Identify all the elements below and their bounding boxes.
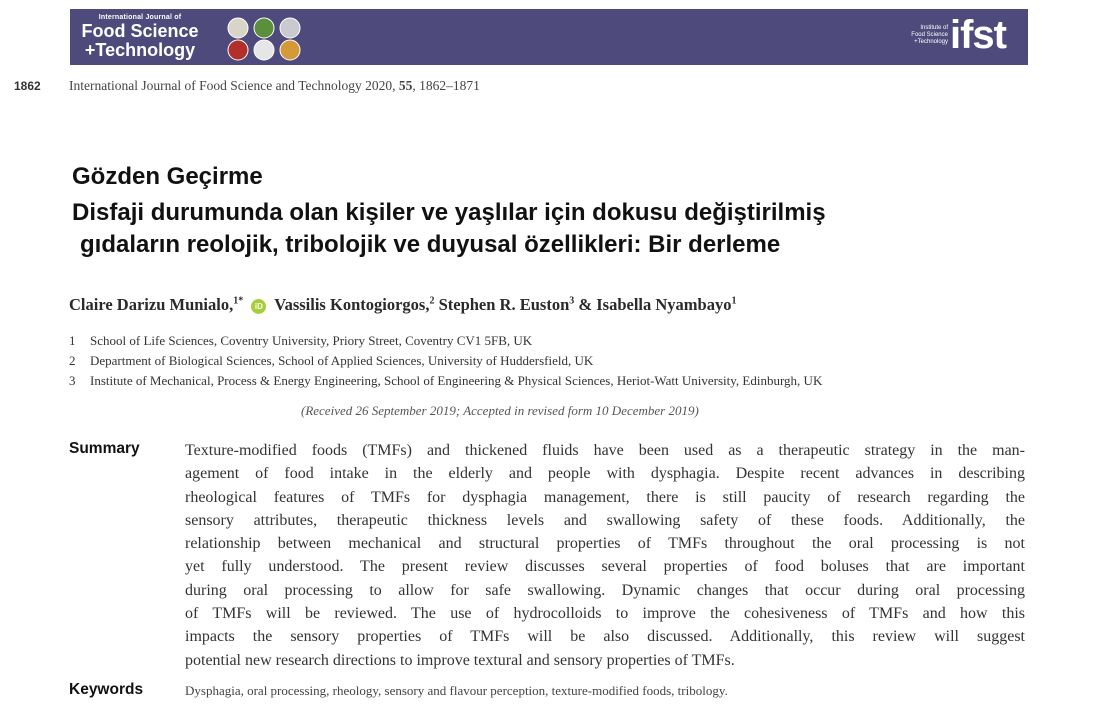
summary-line: potential new research directions to improve textural and sensory properties of TMFs. bbox=[185, 651, 735, 669]
summary-label: Summary bbox=[69, 440, 140, 457]
journal-header-banner bbox=[70, 9, 1028, 65]
author-sup: 1* bbox=[233, 295, 244, 307]
article-type: Gözden Geçirme bbox=[72, 163, 263, 190]
journal-logo-line1: Food Science bbox=[81, 21, 199, 41]
keywords-text: Dysphagia, oral processing, rheology, sensory and flavour perception, texture-modified foods, tribology. bbox=[185, 683, 728, 698]
summary-line: during oral processing to allow for safe swallowing. Dynamic changes that occur during oral processing bbox=[185, 581, 1025, 599]
summary-line: sensory attributes, therapeutic thickness levels and swallowing safety of these foods. Additionally, the bbox=[185, 511, 1025, 529]
author-name: Stephen R. Euston bbox=[438, 295, 570, 314]
page-number: 1862 bbox=[14, 79, 41, 93]
summary-line: relationship between mechanical and structural properties of TMFs throughout the oral processing is not bbox=[185, 535, 1025, 553]
summary-line: rheological features of TMFs for dysphagia management, there is still paucity of research regarding the bbox=[185, 488, 1025, 506]
citation-line bbox=[69, 78, 480, 94]
journal-logo-line2: +Technology bbox=[84, 40, 196, 60]
affiliation-text: Department of Biological Sciences, School of Applied Sciences, University of Huddersfield, UK bbox=[90, 353, 594, 368]
affiliation-number: 3 bbox=[69, 373, 76, 388]
title-line-2: gıdaların reolojik, tribolojik ve duyusal özellikleri: Bir derleme bbox=[80, 231, 781, 258]
author-name: Claire Darizu Munialo, bbox=[69, 295, 234, 314]
author-name: & Isabella Nyambayo bbox=[578, 295, 732, 314]
affiliation-3 bbox=[69, 373, 822, 389]
affiliation-number: 2 bbox=[69, 353, 76, 368]
ifst-wordmark: ifst bbox=[950, 13, 1006, 57]
citation-volume: 55 bbox=[398, 78, 413, 93]
ifst-small-line1: Institute of bbox=[920, 25, 948, 31]
journal-logo bbox=[78, 13, 202, 61]
orcid-icon[interactable]: iD bbox=[251, 299, 266, 314]
summary-line: Texture-modified foods (TMFs) and thickened fluids have been used as a therapeutic strategy in the man- bbox=[185, 442, 1025, 459]
author-name: Vassilis Kontogiorgos, bbox=[274, 295, 430, 314]
summary-line: agement of food intake in the elderly and people with dysphagia. Despite recent advances in describing bbox=[185, 465, 1025, 483]
affiliation-number: 1 bbox=[69, 333, 76, 348]
received-dates: (Received 26 September 2019; Accepted in revised form 10 December 2019) bbox=[301, 403, 699, 418]
summary-line: impacts the sensory properties of TMFs will be also discussed. Additionally, this review will suggest bbox=[185, 628, 1025, 646]
keywords-label: Keywords bbox=[69, 681, 144, 698]
author-sup: 3 bbox=[569, 295, 575, 307]
ifst-logo bbox=[898, 15, 1018, 59]
affiliation-text: School of Life Sciences, Coventry University, Priory Street, Coventry CV1 5FB, UK bbox=[90, 333, 533, 348]
citation-pages: , 1862–1871 bbox=[412, 78, 480, 93]
ifst-small-line2: Food Science bbox=[911, 32, 948, 38]
author-sup: 2 bbox=[429, 295, 435, 307]
citation-prefix: International Journal of Food Science and Technology 2020, bbox=[69, 78, 396, 93]
author-sup: 1 bbox=[731, 295, 737, 307]
summary-line: of TMFs will be reviewed. The use of hydrocolloids to improve the cohesiveness of TMFs and how this bbox=[185, 605, 1025, 623]
affiliation-2 bbox=[69, 353, 593, 369]
ifst-small-text bbox=[898, 25, 948, 46]
food-images-icon bbox=[224, 14, 304, 62]
affiliation-1 bbox=[69, 333, 532, 349]
ifst-small-line3: +Technology bbox=[914, 39, 948, 45]
author-list bbox=[69, 295, 736, 315]
title-line-1: Disfaji durumunda olan kişiler ve yaşlılar için dokusu değiştirilmiş bbox=[72, 199, 826, 226]
summary-line: yet fully understood. The present review discusses several properties of food boluses that are important bbox=[185, 558, 1025, 576]
journal-logo-small-text: International Journal of bbox=[98, 14, 182, 21]
affiliation-text: Institute of Mechanical, Process & Energy Engineering, School of Engineering & Physical Sciences, Heriot-Watt University, Edinburgh, UK bbox=[90, 373, 823, 388]
summary-text bbox=[185, 439, 1025, 672]
